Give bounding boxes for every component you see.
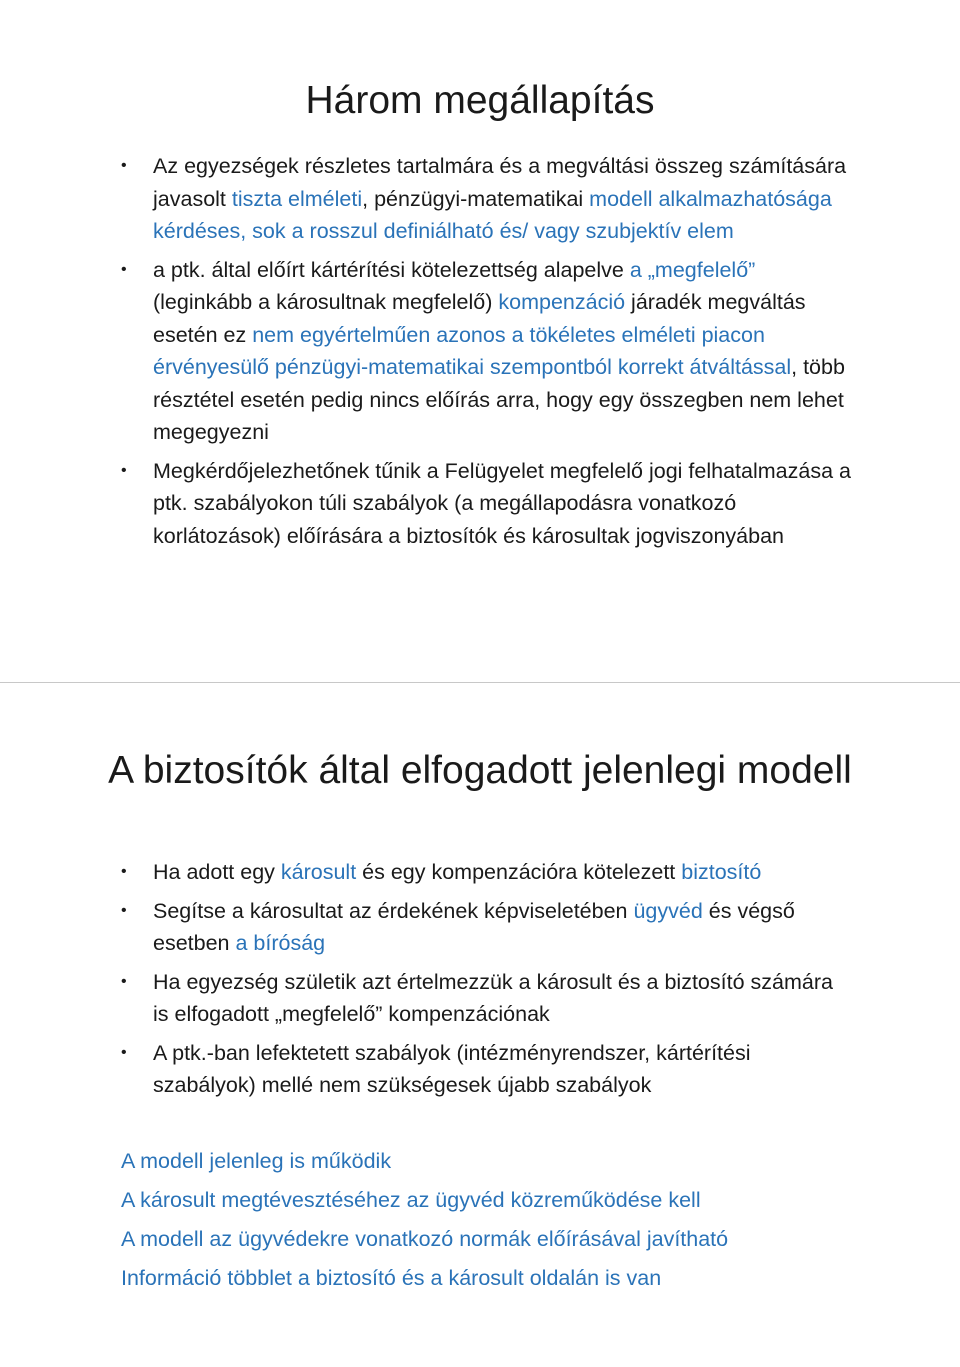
bullet-text-highlight: ügyvéd (633, 898, 703, 923)
conclusion-line: A károsult megtévesztéséhez az ügyvéd közreműködése kell (121, 1188, 701, 1212)
bullet-text: és egy kompenzációra kötelezett (356, 860, 682, 884)
bullet-text-highlight: a bíróság (235, 931, 326, 955)
bullet-text: , pénzügyi-matematikai (362, 186, 590, 211)
bullet-dot-icon: • (121, 461, 127, 479)
bullet-text: Az egyezségek részletes tartalmára és a megváltási összeg számítására javasolt (153, 154, 847, 211)
conclusion-line: A modell jelenleg is működik (121, 1149, 392, 1173)
slide-2-conclusions (121, 1142, 881, 1298)
bullet-text-highlight: kompenzáció (498, 290, 626, 314)
bullet-dot-icon: • (121, 901, 127, 919)
bullet-dot-icon: • (121, 1043, 127, 1061)
bullet-item (121, 895, 851, 960)
bullet-text-highlight: károsult (280, 860, 357, 884)
bullet-item (121, 1037, 851, 1102)
bullet-item (121, 966, 851, 1031)
bullet-item (121, 150, 851, 248)
slide-2-bullet-list (121, 856, 851, 1108)
bullet-text-highlight: modell alkalmazhatósága kérdéses, sok a rosszul definiálható és/ vagy szubjektív elem (153, 186, 832, 243)
slide-2 (0, 684, 960, 1367)
bullet-text-highlight: tiszta elméleti (231, 186, 363, 211)
bullet-text-highlight: nem egyértelműen azonos a tökéletes elméleti piacon érvényesülő pénzügyi-matematikai szempontból korrekt átváltással (153, 322, 792, 379)
bullet-item (121, 856, 851, 889)
bullet-dot-icon: • (121, 260, 127, 278)
bullet-text: A ptk.-ban lefektetett szabályok (intézményrendszer, kártérítési szabályok) mellé nem szükségesek újabb szabályok (153, 1040, 751, 1097)
bullet-text-highlight: biztosító (681, 860, 762, 884)
slide-2-title: A biztosítók által elfogadott jelenlegi modell (108, 749, 852, 792)
bullet-text: Segítse a károsultat az érdekének képviseletében (153, 898, 634, 923)
slide-1-title: Három megállapítás (305, 79, 655, 122)
conclusion-line: Információ többlet a biztosító és a károsult oldalán is van (121, 1266, 662, 1290)
bullet-dot-icon: • (121, 972, 127, 990)
bullet-text: (leginkább a károsultnak megfelelő) (153, 290, 499, 314)
bullet-text: , több résztétel esetén pedig nincs előírás arra, hogy egy összegben nem lehet megegyezni (153, 355, 845, 444)
bullet-dot-icon: • (121, 157, 127, 174)
bullet-text: és végső esetben (153, 898, 795, 955)
bullet-text: járadék megváltás esetén ez (153, 290, 806, 347)
slide-divider (0, 682, 960, 683)
bullet-text: Megkérdőjelezhetőnek tűnik a Felügyelet megfelelő jogi felhatalmazása a ptk. szabályokon túli szabályok (a megállapodásra vonatkozó korlátozások) előírására a biztosítók és károsultak jogviszonyában (153, 458, 851, 548)
conclusion-line: A modell az ügyvédekre vonatkozó normák előírásával javítható (121, 1227, 729, 1251)
bullet-text: Ha adott egy (153, 860, 281, 884)
bullet-dot-icon: • (121, 863, 127, 880)
bullet-item (121, 254, 851, 449)
slide-1-bullet-list (121, 150, 851, 558)
bullet-text-highlight: a „megfelelő” (629, 257, 756, 282)
bullet-text: Ha egyezség születik azt értelmezzük a károsult és a biztosító számára is elfogadott „megfelelő” kompenzációnak (153, 969, 833, 1026)
bullet-item (121, 455, 851, 553)
bullet-text: a ptk. által előírt kártérítési kötelezettség alapelve (153, 257, 630, 282)
